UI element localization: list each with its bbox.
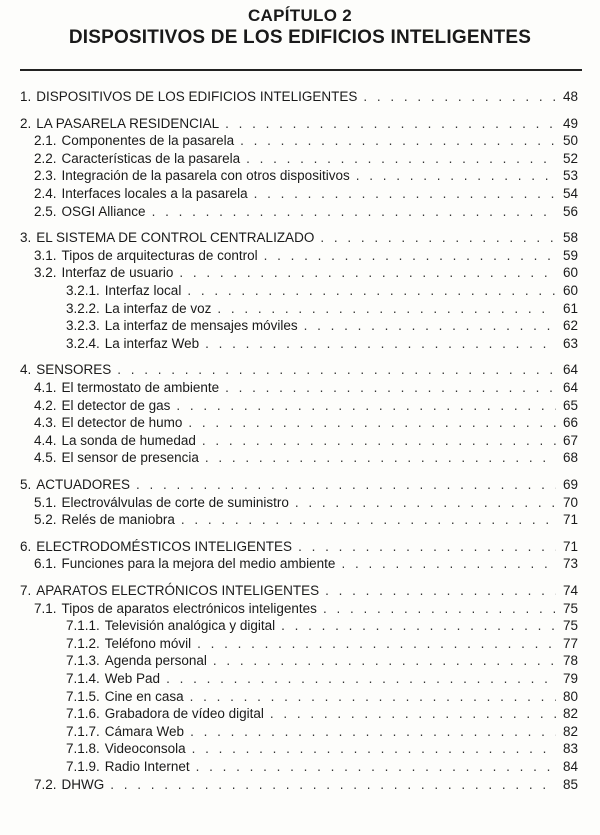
toc-leader-dots bbox=[341, 555, 556, 573]
toc-entry-title: ELECTRODOMÉSTICOS INTELIGENTES bbox=[36, 538, 293, 554]
toc-entry bbox=[34, 555, 578, 573]
toc-leader-dots bbox=[187, 282, 556, 300]
toc-entry-title: Interfaz local bbox=[104, 283, 182, 298]
toc-leader-dots bbox=[363, 88, 556, 106]
toc-entry-title: Integración de la pasarela con otros dispositivos bbox=[61, 168, 350, 184]
toc-entry-page: 75 bbox=[562, 600, 578, 616]
toc-entry-title: El sensor de presencia bbox=[61, 450, 199, 466]
toc-leader-dots bbox=[325, 582, 556, 600]
toc-entry-page: 78 bbox=[562, 653, 578, 669]
toc-entry-number: 4.5. bbox=[34, 450, 57, 466]
toc-entry-page: 65 bbox=[562, 397, 578, 413]
toc-entry bbox=[66, 740, 578, 758]
toc-leader-dots bbox=[295, 494, 556, 512]
toc-entry-title: Agenda personal bbox=[104, 653, 207, 669]
toc-leader-dots bbox=[270, 705, 556, 723]
toc-entry-number: 1. bbox=[20, 89, 32, 104]
toc-entry-title: Electroválvulas de corte de suministro bbox=[61, 494, 289, 510]
toc-entry-page: 59 bbox=[562, 247, 578, 263]
toc-entry-number: 3.2.1. bbox=[66, 283, 100, 298]
toc-entry-title: La sonda de humedad bbox=[61, 432, 196, 448]
toc-leader-dots bbox=[205, 449, 556, 467]
toc-entry-number: 4.4. bbox=[34, 432, 57, 448]
toc-entry bbox=[66, 758, 578, 776]
chapter-title: DISPOSITIVOS DE LOS EDIFICIOS INTELIGENTES bbox=[68, 27, 532, 48]
toc-entry-page: 60 bbox=[562, 283, 578, 298]
toc-entry bbox=[20, 361, 578, 379]
toc-entry-number: 3.2. bbox=[34, 265, 57, 281]
toc-entry-number: 7.1.2. bbox=[66, 635, 100, 651]
toc-entry bbox=[34, 203, 578, 221]
toc-entry-number: 3.2.2. bbox=[66, 300, 100, 316]
toc-entry bbox=[66, 617, 578, 635]
toc-entry bbox=[34, 132, 578, 150]
toc-leader-dots bbox=[188, 414, 556, 432]
toc-entry-number: 2.5. bbox=[34, 203, 57, 219]
toc-entry-page: 83 bbox=[562, 741, 578, 757]
toc-entry-number: 4.3. bbox=[34, 415, 57, 431]
toc-entry-number: 7.1.4. bbox=[66, 671, 100, 686]
toc-entry-number: 5. bbox=[20, 477, 32, 492]
toc-leader-dots bbox=[117, 361, 556, 379]
toc-entry-page: 85 bbox=[562, 776, 578, 792]
toc-entry bbox=[34, 264, 578, 282]
toc-entry-page: 64 bbox=[562, 362, 578, 378]
toc-entry-number: 3.2.3. bbox=[66, 318, 100, 334]
toc-entry-page: 49 bbox=[562, 115, 578, 131]
toc-entry-page: 71 bbox=[562, 512, 578, 528]
toc-entry-number: 5.1. bbox=[34, 494, 57, 510]
toc-entry-page: 70 bbox=[562, 494, 578, 510]
toc-entry-page: 82 bbox=[562, 723, 578, 739]
toc-entry-title: Web Pad bbox=[104, 671, 161, 686]
toc-entry-page: 53 bbox=[562, 168, 578, 184]
toc-entry-title: ACTUADORES bbox=[36, 477, 131, 492]
toc-entry-title: Radio Internet bbox=[104, 759, 190, 774]
toc-entry-page: 61 bbox=[562, 300, 578, 316]
toc-entry-title: Interfaz de usuario bbox=[61, 265, 174, 281]
toc-entry-page: 69 bbox=[562, 477, 578, 492]
toc-entry-page: 84 bbox=[562, 759, 578, 774]
toc-leader-dots bbox=[196, 758, 556, 776]
toc-entry-title: El termostato de ambiente bbox=[61, 380, 220, 395]
toc-entry-title: LA PASARELA RESIDENCIAL bbox=[36, 115, 220, 131]
toc-entry-title: El detector de humo bbox=[61, 415, 183, 431]
toc-entry-title: Televisión analógica y digital bbox=[104, 618, 276, 634]
toc-entry-page: 74 bbox=[562, 583, 578, 598]
toc-entry bbox=[66, 705, 578, 723]
toc-leader-dots bbox=[192, 740, 556, 758]
toc-entry-number: 7.1. bbox=[34, 600, 57, 616]
toc-entry-title: EL SISTEMA DE CONTROL CENTRALIZADO bbox=[36, 230, 315, 246]
toc-entry-number: 5.2. bbox=[34, 512, 57, 528]
toc-entry-number: 7.1.9. bbox=[66, 759, 100, 774]
title-divider bbox=[20, 69, 582, 71]
toc-leader-dots bbox=[254, 185, 556, 203]
toc-leader-dots bbox=[240, 132, 556, 150]
toc-leader-dots bbox=[323, 600, 556, 618]
toc-entry-number: 3.1. bbox=[34, 247, 57, 263]
toc-entry-number: 7.1.5. bbox=[66, 688, 100, 704]
toc-entry-page: 63 bbox=[562, 335, 578, 351]
toc-leader-dots bbox=[246, 150, 556, 168]
toc-entry bbox=[34, 776, 578, 794]
toc-entry-title: Tipos de aparatos electrónicos inteligentes bbox=[61, 600, 317, 616]
toc-entry-number: 3. bbox=[20, 230, 32, 246]
toc-entry bbox=[34, 414, 578, 432]
toc-leader-dots bbox=[281, 617, 556, 635]
toc-entry-page: 64 bbox=[562, 380, 578, 395]
toc-entry-title: La interfaz de voz bbox=[104, 300, 212, 316]
toc-entry-title: Características de la pasarela bbox=[61, 150, 241, 166]
toc-entry bbox=[34, 600, 578, 618]
toc-entry-title: APARATOS ELECTRÓNICOS INTELIGENTES bbox=[36, 583, 320, 598]
toc-entry-number: 7.1.8. bbox=[66, 741, 100, 757]
toc-entry-number: 2.4. bbox=[34, 186, 57, 201]
toc-leader-dots bbox=[225, 115, 556, 133]
toc-entry-number: 3.2.4. bbox=[66, 335, 100, 351]
toc-entry-title: DHWG bbox=[61, 776, 105, 792]
toc-entry bbox=[20, 88, 578, 106]
toc-entry bbox=[34, 150, 578, 168]
toc-entry-page: 79 bbox=[562, 671, 578, 686]
toc-entry bbox=[34, 247, 578, 265]
toc-entry bbox=[66, 335, 578, 353]
toc-entry-page: 68 bbox=[562, 450, 578, 466]
toc-entry-page: 82 bbox=[562, 706, 578, 722]
toc-entry-page: 58 bbox=[562, 230, 578, 246]
toc-leader-dots bbox=[205, 335, 556, 353]
toc-entry-title: DISPOSITIVOS DE LOS EDIFICIOS INTELIGENTES bbox=[36, 89, 358, 104]
toc-entry bbox=[20, 115, 578, 133]
toc-entry-page: 62 bbox=[562, 318, 578, 334]
toc-entry bbox=[34, 449, 578, 467]
toc-entry-title: Teléfono móvil bbox=[104, 635, 192, 651]
toc-entry-page: 73 bbox=[562, 556, 578, 572]
toc-entry-title: Grabadora de vídeo digital bbox=[104, 706, 264, 722]
toc-entry-number: 6.1. bbox=[34, 556, 57, 572]
toc-entry-title: Interfaces locales a la pasarela bbox=[61, 186, 248, 201]
toc-entry-number: 7. bbox=[20, 583, 32, 598]
toc-entry bbox=[34, 379, 578, 397]
toc-entry-number: 4. bbox=[20, 362, 32, 378]
toc-leader-dots bbox=[217, 300, 556, 318]
toc-entry bbox=[20, 229, 578, 247]
toc-entry-number: 2. bbox=[20, 115, 32, 131]
toc-entry bbox=[34, 432, 578, 450]
toc-entry-page: 77 bbox=[562, 635, 578, 651]
toc-entry-page: 50 bbox=[562, 133, 578, 149]
toc-entry-title: Videoconsola bbox=[104, 741, 186, 757]
toc-entry bbox=[34, 185, 578, 203]
toc-entry bbox=[66, 300, 578, 318]
toc-entry-title: Relés de maniobra bbox=[61, 512, 175, 528]
toc-entry bbox=[34, 397, 578, 415]
toc-entry bbox=[66, 317, 578, 335]
toc-entry bbox=[66, 282, 578, 300]
toc-leader-dots bbox=[356, 167, 556, 185]
toc-entry-page: 75 bbox=[562, 618, 578, 634]
toc-entry bbox=[66, 635, 578, 653]
toc-entry-title: El detector de gas bbox=[61, 397, 171, 413]
toc-entry-title: OSGI Alliance bbox=[61, 203, 146, 219]
chapter-label: CAPÍTULO 2 bbox=[247, 6, 353, 25]
toc-leader-dots bbox=[176, 397, 556, 415]
toc-leader-dots bbox=[110, 776, 556, 794]
toc-leader-dots bbox=[320, 229, 556, 247]
toc-leader-dots bbox=[213, 652, 556, 670]
toc-entry-number: 2.2. bbox=[34, 150, 57, 166]
toc-entry-number: 4.2. bbox=[34, 397, 57, 413]
toc-entry bbox=[34, 511, 578, 529]
toc-entry-number: 6. bbox=[20, 538, 32, 554]
toc-entry bbox=[66, 652, 578, 670]
toc-entry bbox=[20, 476, 578, 494]
toc-leader-dots bbox=[166, 670, 556, 688]
toc-leader-dots bbox=[136, 476, 556, 494]
toc-leader-dots bbox=[181, 511, 556, 529]
toc-leader-dots bbox=[304, 317, 556, 335]
toc-entry-title: Tipos de arquitecturas de control bbox=[61, 247, 258, 263]
toc-leader-dots bbox=[152, 203, 556, 221]
toc-entry-number: 2.3. bbox=[34, 168, 57, 184]
toc-leader-dots bbox=[264, 247, 556, 265]
toc-entry-title: Componentes de la pasarela bbox=[61, 133, 235, 149]
toc-entry-page: 54 bbox=[562, 186, 578, 201]
toc-entry-title: La interfaz de mensajes móviles bbox=[104, 318, 298, 334]
toc-entry-page: 66 bbox=[562, 415, 578, 431]
toc-entry bbox=[34, 494, 578, 512]
toc-leader-dots bbox=[190, 688, 556, 706]
toc-entry-title: La interfaz Web bbox=[104, 335, 200, 351]
toc-entry-title: SENSORES bbox=[36, 362, 112, 378]
toc-entry-title: Cine en casa bbox=[104, 688, 184, 704]
toc-entry-page: 71 bbox=[562, 538, 578, 554]
toc-leader-dots bbox=[298, 538, 556, 556]
toc-entry-page: 60 bbox=[562, 265, 578, 281]
toc-leader-dots bbox=[190, 723, 556, 741]
toc-entry-page: 52 bbox=[562, 150, 578, 166]
toc-entry-number: 7.1.7. bbox=[66, 723, 100, 739]
toc-entry bbox=[66, 723, 578, 741]
toc-entry-number: 7.2. bbox=[34, 776, 57, 792]
toc-leader-dots bbox=[179, 264, 556, 282]
toc-entry-number: 4.1. bbox=[34, 380, 57, 395]
toc-entry bbox=[20, 538, 578, 556]
toc-entry-number: 7.1.3. bbox=[66, 653, 100, 669]
toc-entry bbox=[66, 688, 578, 706]
toc-entry-number: 7.1.6. bbox=[66, 706, 100, 722]
toc-entry bbox=[66, 670, 578, 688]
toc-entry bbox=[20, 582, 578, 600]
toc-entry bbox=[34, 167, 578, 185]
toc-entry-number: 7.1.1. bbox=[66, 618, 100, 634]
toc-entry-title: Cámara Web bbox=[104, 723, 185, 739]
toc-leader-dots bbox=[225, 379, 556, 397]
toc-leader-dots bbox=[197, 635, 556, 653]
toc-entry-number: 2.1. bbox=[34, 133, 57, 149]
toc-leader-dots bbox=[202, 432, 556, 450]
toc-entry-page: 67 bbox=[562, 432, 578, 448]
toc-entry-page: 80 bbox=[562, 688, 578, 704]
toc-entry-page: 48 bbox=[562, 89, 578, 104]
toc-entry-title: Funciones para la mejora del medio ambiente bbox=[61, 556, 336, 572]
toc-entry-page: 56 bbox=[562, 203, 578, 219]
